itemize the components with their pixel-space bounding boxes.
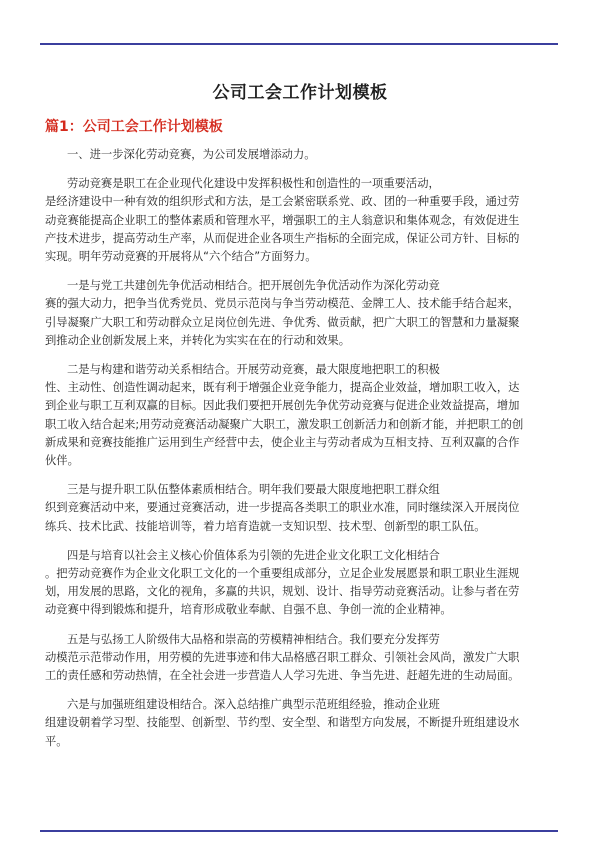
paragraph-line: 职工收入结合起来;用劳动竞赛活动凝聚广大职工，激发职工创新活力和创新才能，并把职工的创 [45,417,524,431]
paragraph-line: 动竞赛中得到锻炼和提升，培育形成敬业奉献、自强不息、争创一流的企业精神。 [45,603,452,617]
section-heading: 篇1：公司工会工作计划模板 [45,119,223,135]
paragraph-line: 平。 [45,734,68,748]
paragraph-line: 劳动竞赛是职工在企业现代化建设中发挥积极性和创造性的一项重要活动， [67,177,440,191]
paragraph-line: 组建设朝着学习型、技能型、创新型、节约型、安全型、和谐型方向发展，不断提升班组建设水 [45,716,520,730]
paragraph-line: 性、主动性、创造性调动起来，既有利于增强企业竞争能力，提高企业效益，增加职工收入，达 [45,381,520,395]
body-paragraph [45,481,553,536]
paragraph-line: 。把劳动竞赛作为企业文化职工文化的一个重要组成部分，立足企业发展愿景和职工职业生涯规 [45,567,520,581]
paragraph-line: 新成果和竞赛技能推广运用到生产经营中去，使企业主与劳动者成为互相支持、互利双赢的合作 [45,435,520,449]
paragraph-line: 引导凝聚广大职工和劳动群众立足岗位创先进、争优秀、做贡献，把广大职工的智慧和力量凝聚 [45,315,520,329]
body-paragraph [45,547,553,620]
paragraph-line: 是经济建设中一种有效的组织形式和方法，是工会紧密联系党、政、团的一种重要手段，通过劳 [45,195,520,209]
paragraph-line: 伙伴。 [45,454,79,468]
paragraph-line: 划，用发展的思路，文化的视角，多赢的共识，规划、设计、指导劳动竞赛活动。让参与者在劳 [45,585,520,599]
paragraph-line: 到推动企业创新发展上来，并转化为实实在在的行动和效果。 [45,333,351,347]
paragraph-line: 二是与构建和谐劳动关系相结合。开展劳动竞赛，最大限度地把职工的积极 [67,363,440,377]
body-paragraph [45,175,553,266]
paragraph-line: 工的责任感和劳动热情，在全社会进一步营造人人学习先进、争当先进、赶超先进的生动局面。 [45,669,520,683]
paragraph-line: 动模范示范带动作用，用劳模的先进事迹和伟大品格感召职工群众、引领社会风尚，激发广大职 [45,650,520,664]
paragraph-line: 实现。明年劳动竞赛的开展将从“六个结合”方面努力。 [45,250,317,264]
bottom-divider [40,830,558,832]
paragraph-line: 一是与党工共建创先争优活动相结合。把开展创先争优活动作为深化劳动竞 [67,279,440,293]
paragraph-line: 三是与提升职工队伍整体素质相结合。明年我们要最大限度地把职工群众组 [67,483,440,497]
paragraph-line: 动竞赛能提高企业职工的整体素质和管理水平，增强职工的主人翁意识和集体观念，有效促进生 [45,213,520,227]
paragraph-line: 到企业与职工互利双赢的目标。因此我们要把开展创先争优劳动竞赛与促进企业效益提高，增加 [45,399,520,413]
paragraph-line: 练兵、技术比武、技能培训等，着力培育造就一支知识型、技术型、创新型的职工队伍。 [45,519,486,533]
paragraph-line: 产技术进步，提高劳动生产率，从而促进企业各项生产指标的全面完成，保证公司方针、目标的 [45,231,520,245]
paragraph-line: 四是与培育以社会主义核心价值体系为引领的先进企业文化职工文化相结合 [67,548,440,562]
body-paragraph [45,631,553,686]
paragraph-line: 六是与加强班组建设相结合。深入总结推广典型示范班组经验，推动企业班 [67,698,440,712]
paragraph-line: 五是与弘扬工人阶级伟大品格和崇高的劳模精神相结合。我们要充分发挥劳 [67,632,440,646]
document-body [45,146,553,762]
body-paragraph [45,146,553,164]
paragraph-line: 织到竞赛活动中来，要通过竞赛活动，进一步提高各类职工的职业水准，同时继续深入开展岗位 [45,501,520,515]
body-paragraph [45,361,553,470]
paragraph-line: 赛的强大动力，把争当优秀党员、党员示范岗与争当劳动模范、金牌工人、技术能手结合起来， [45,297,520,311]
top-divider [40,43,558,45]
document-title: 公司工会工作计划模板 [212,83,388,103]
body-paragraph [45,277,553,350]
body-paragraph [45,696,553,751]
paragraph-line: 一、进一步深化劳动竞赛，为公司发展增添动力。 [67,148,316,161]
